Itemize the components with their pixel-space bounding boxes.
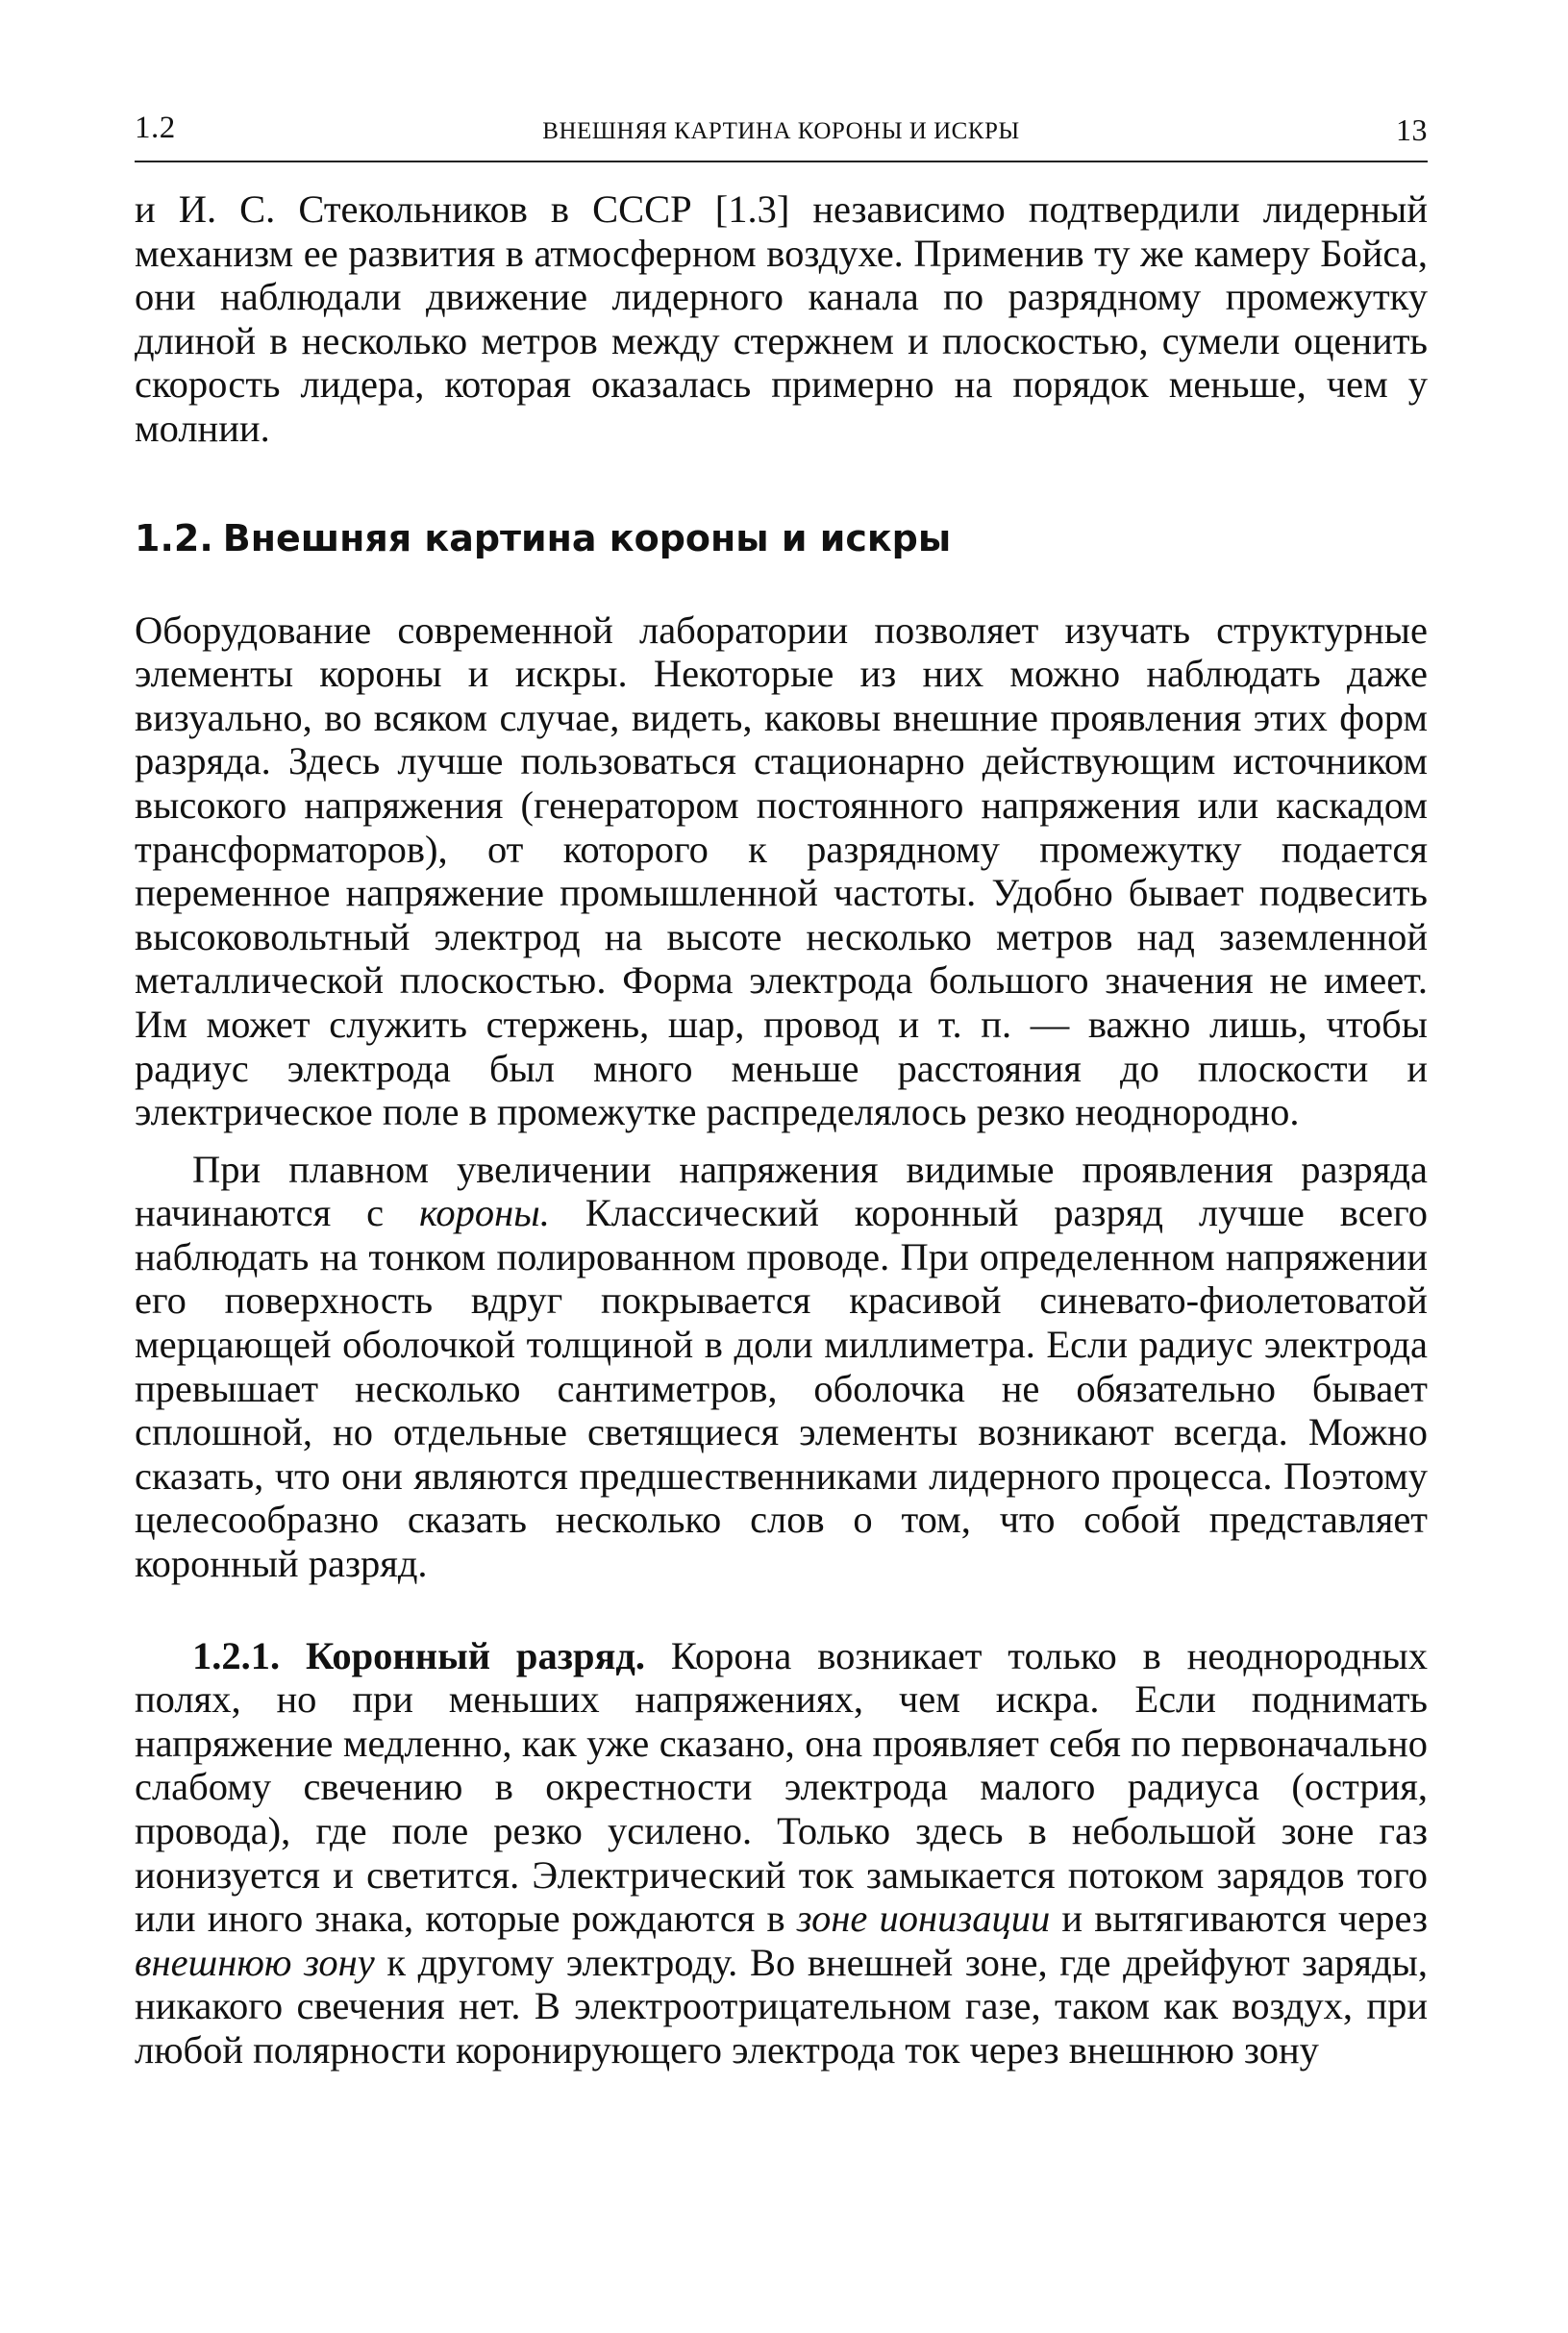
book-page	[135, 101, 1428, 2072]
paragraph-equipment: Оборудование современной лаборатории позволяет изучать структурные элементы короны и искры. Некоторые из них можно наблюдать даже визуально, во всяком случае, видеть, каковы внешние проявления этих форм разряда. Здесь лучше пользоваться стационарно действующим источником высокого напряжения (генератором постоянного напряжения или каскадом трансформаторов), от которого к разрядному промежутку подается переменное напряжение промышленной частоты. Удобно бывает подвесить высоковольтный электрод на высоте несколько метров над заземленной металлической плоскостью. Форма электрода большого значения не имеет. Им может служить стержень, шар, провод и т. п. — важно лишь, чтобы радиус электрода был много меньше расстояния до плоскости и электрическое поле в промежутке распределялось резко неоднородно.	[135, 608, 1428, 1134]
section-heading-title: Внешняя картина короны и искры	[222, 516, 952, 559]
paragraph-3-text-c: к другому электроду. Во внешней зоне, где дрейфуют заряды, никакого свечения нет. В электроотрицательном газе, таком как воздух, при любой полярности коронирующего электрода ток через внешнюю зону	[135, 1940, 1428, 2072]
header-page-number: 13	[1396, 112, 1428, 147]
section-heading	[135, 516, 1428, 560]
header-section-number: 1.2	[135, 111, 176, 145]
page-body	[135, 187, 1428, 2072]
paragraph-3-text-b: и вытягиваются через	[1050, 1897, 1428, 1941]
section-heading-number: 1.2.	[135, 516, 213, 559]
paragraph-2-italic-term: короны.	[419, 1191, 550, 1235]
paragraph-2-text-a: При плавном увеличении напряжения видимые проявления разряда начинаются с	[135, 1147, 1428, 1235]
paragraph-3-text-a: Корона возникает только в неоднородных полях, но при меньших напряжениях, чем искра. Если поднимать напряжение медленно, как уже сказано, она проявляет себя по первоначально слабому свечению в окрестности электрода малого радиуса (острия, провода), где поле резко усилено. Только здесь в небольшой зоне газ ионизуется и светится. Электрический ток замыкается потоком зарядов того или иного знака, которые рождаются в	[135, 1633, 1428, 1941]
paragraph-3-italic-outer-zone: внешнюю зону	[135, 1940, 375, 1984]
subsection-heading: 1.2.1. Коронный разряд.	[192, 1633, 646, 1677]
paragraph-corona-discharge	[135, 1634, 1428, 2072]
paragraph-2-text-b: Классический коронный разряд лучше всего наблюдать на тонком полированном проводе. При определенном напряжении его поверхность вдруг покрывается красивой синевато-фиолетоватой мерцающей оболочкой толщиной в доли миллиметра. Если радиус электрода превышает несколько сантиметров, оболочка не обязательно бывает сплошной, но отдельные светящиеся элементы возникают всегда. Можно сказать, что они являются предшественниками лидерного процесса. Поэтому целесообразно сказать несколько слов о том, что собой представляет коронный разряд.	[135, 1191, 1428, 1586]
running-header	[135, 101, 1428, 162]
paragraph-corona-appearance	[135, 1148, 1428, 1586]
header-running-title: ВНЕШНЯЯ КАРТИНА КОРОНЫ И ИСКРЫ	[542, 118, 1020, 144]
carryover-paragraph: и И. С. Стекольников в СССР [1.3] независимо подтвердили лидерный механизм ее развития в атмосферном воздухе. Применив ту же камеру Бойса, они наблюдали движение лидерного канала по разрядному промежутку длиной в несколько метров между стержнем и плоскостью, сумели оценить скорость лидера, которая оказалась примерно на порядок меньше, чем у молнии.	[135, 187, 1428, 450]
paragraph-3-italic-ionization-zone: зоне ионизации	[796, 1897, 1051, 1941]
